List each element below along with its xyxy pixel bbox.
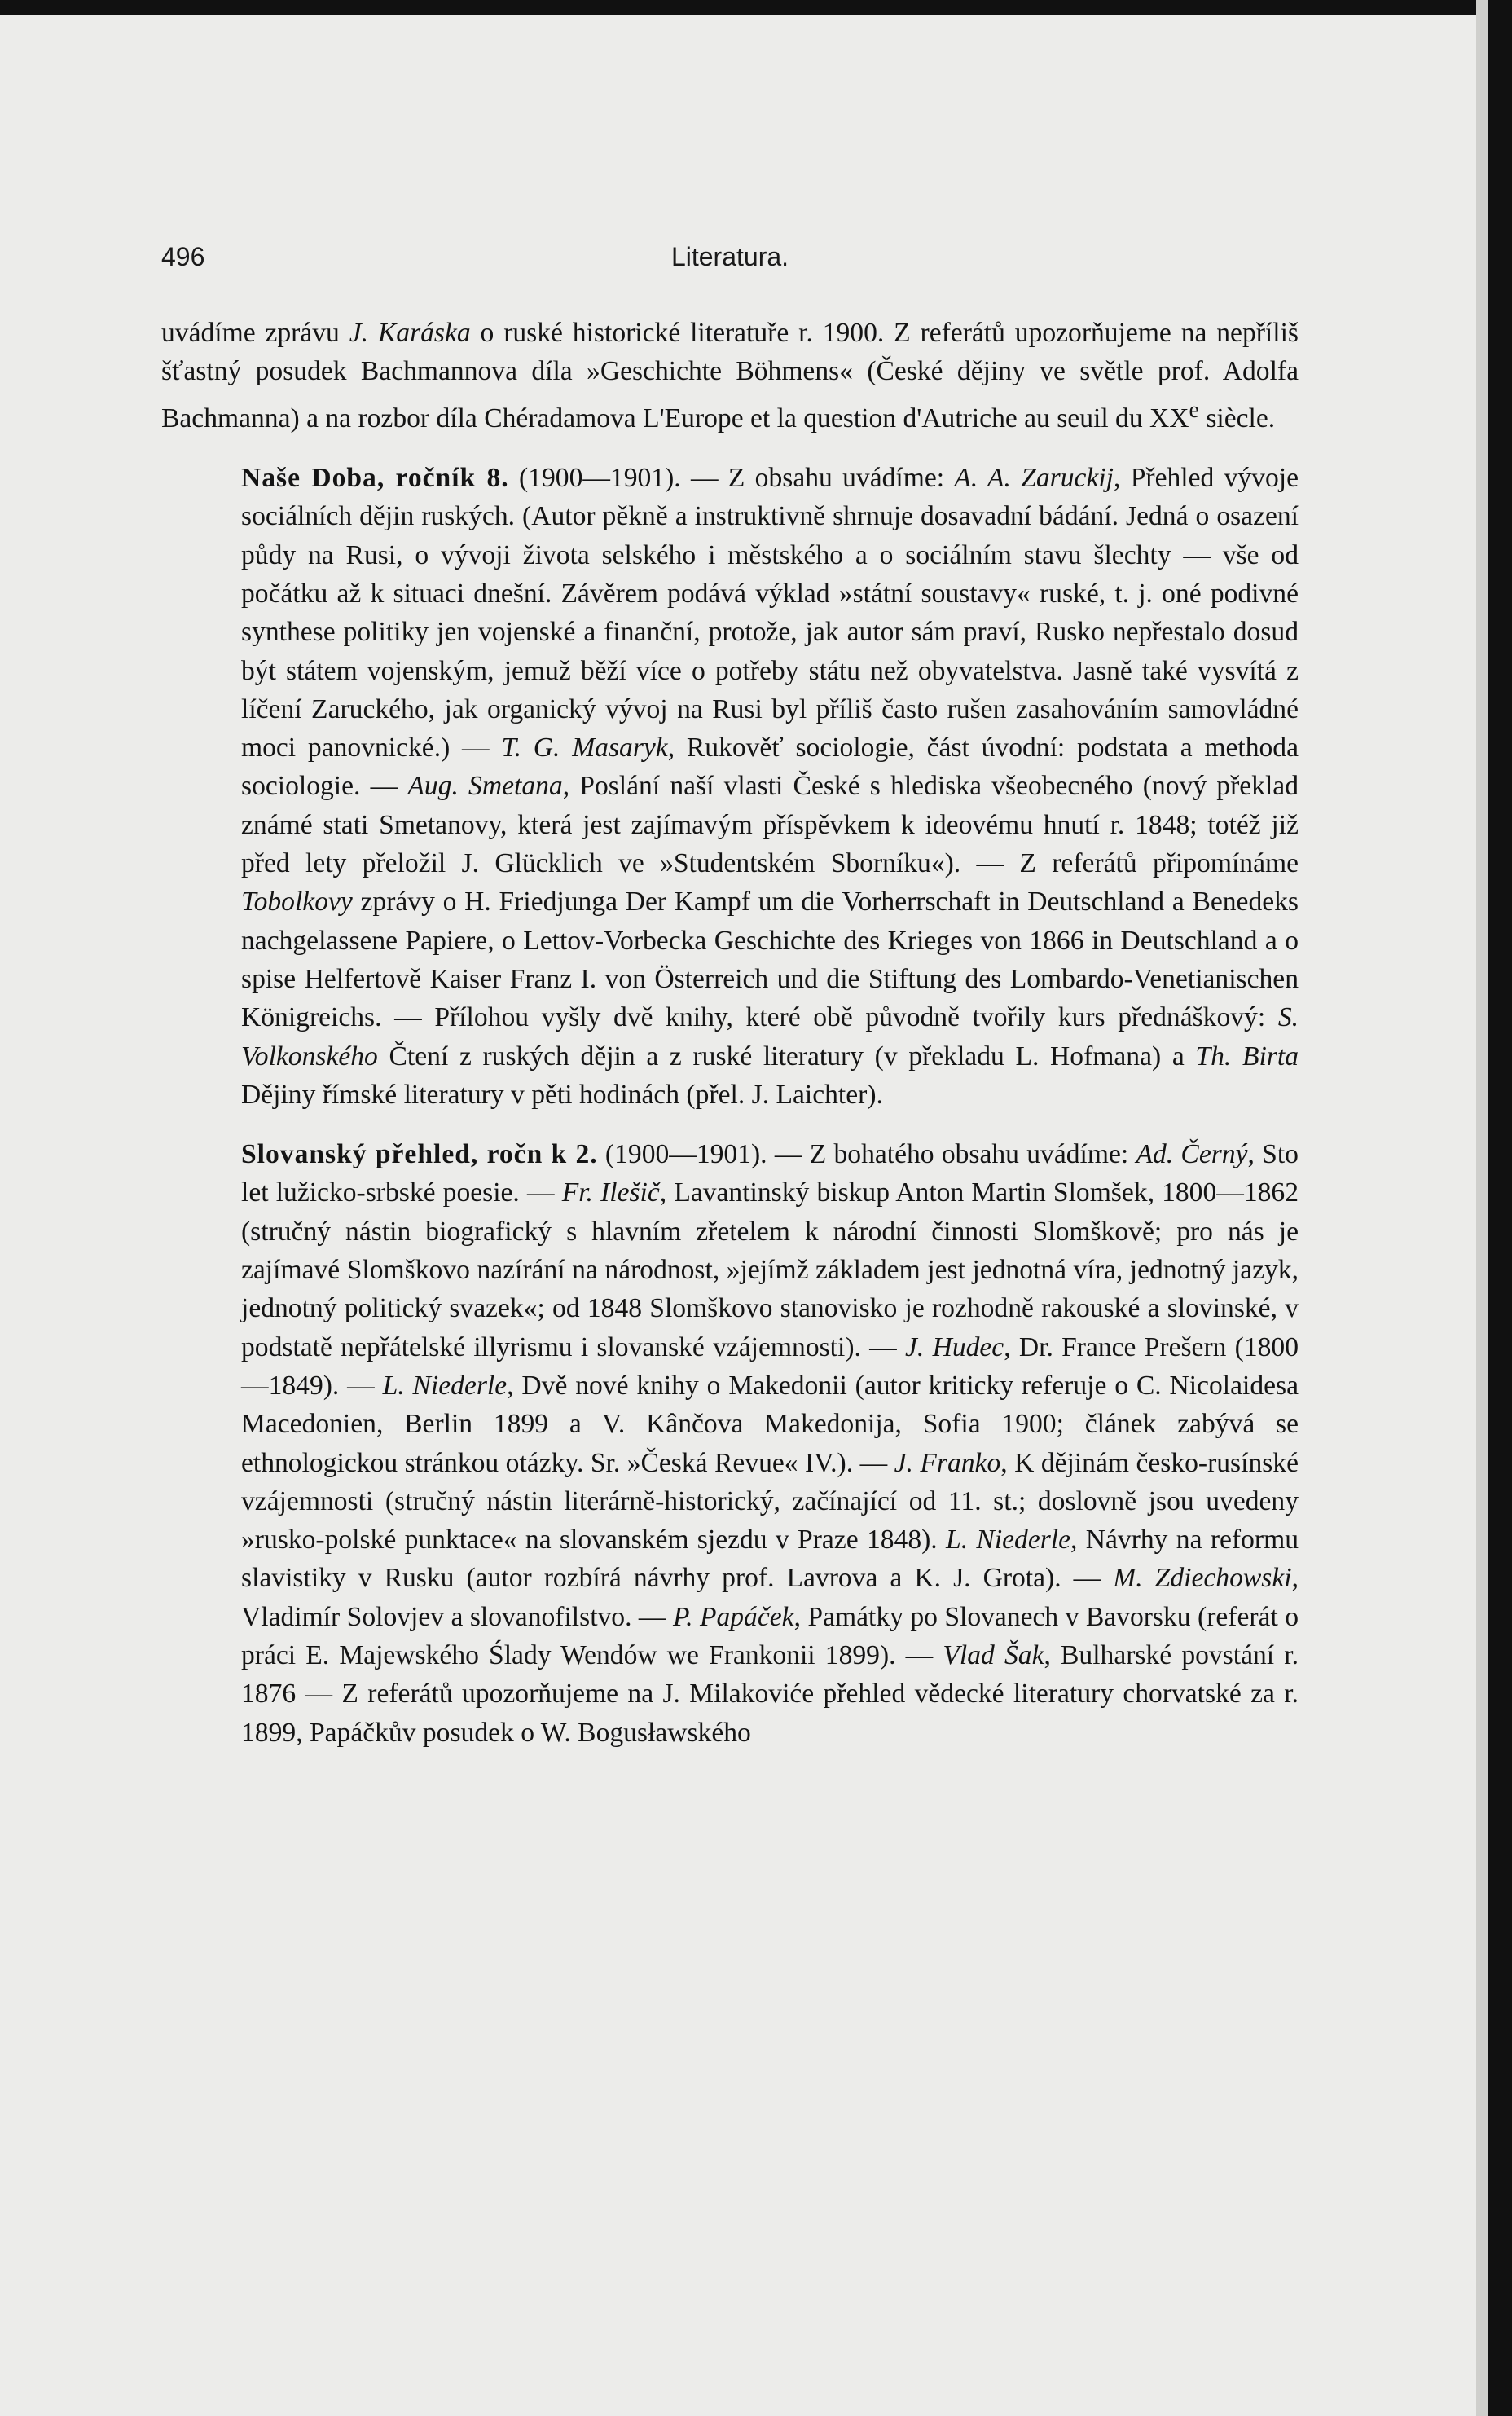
journal-volume: ročn k 2. (478, 1139, 598, 1170)
author-name: M. Zdiechowski (1113, 1563, 1292, 1594)
author-name: J. Karáska (349, 318, 471, 348)
running-title: Literatura. (670, 242, 789, 271)
paragraph-karasek: uvádíme zprávu J. Karáska o ruské historické literatuře r. 1900. Z referátů upozorňujeme na nepříliš šťastný posudek Bachmannova díla »Geschichte Böhmens« (České dějiny ve světle prof. Adolfa Bachmanna) a na rozbor díla Chéradamova L'Europe et la question d'Autriche au seuil du XXe siècle. (161, 318, 1299, 433)
page-content (161, 236, 1299, 1752)
author-name: Th. Birta (1195, 1041, 1299, 1072)
paragraph-nase-doba: Naše Doba, ročník 8. (1900—1901). — Z obsahu uvádíme: A. A. Zaruckij, Přehled vývoje sociálních dějin ruských. (Autor pěkně a instruktivně shrnuje dosavadní bádání. Jedná o osazení půdy na Rusi, o vývoji života selského i městského a o sociálním stavu šlechty — vše od počátku až k situaci dnešní. Závěrem podává výklad »státní soustavy« ruské, t. j. oné podivné synthese politiky jen vojenské a finanční, protože, jak autor sám praví, Rusko nepřestalo dosud být státem vojenským, jemuž běží více o potřeby státu než obyvatelstva. Jasně také vysvítá z líčení Zaruckého, jak organický vývoj na Rusi byl příliš často rušen zasahováním samovládné moci panovnické.) — T. G. Masaryk, Rukověť sociologie, část úvodní: podstata a methoda sociologie. — Aug. Smetana, Poslání naší vlasti České s hlediska všeobecného (nový překlad známé stati Smetanovy, která jest zajímavým příspěvkem k ideovému hnutí r. 1848; totéž již před lety přeložil J. Glücklich ve »Studentském Sborníku«). — Z referátů připomínáme Tobolkovy zprávy o H. Friedjunga Der Kampf um die Vorherrschaft in Deutschland a Benedeks nachgelassene Papiere, o Lettov-Vorbecka Geschichte des Krieges von 1866 in Deutschland a o spise Helfertově Kaiser Franz I. von Österreich und die Stiftung des Lombardo-Venetianischen Königreichs. — Přílohou vyšly dvě knihy, které obě původně tvořily kurs přednáškový: S. Volkonského Čtení z ruských dějin a z ruské literatury (v překladu L. Hofmana) a Th. Birta Dějiny římské literatury v pěti hodinách (přel. J. Laichter). (241, 463, 1299, 1110)
running-header (161, 236, 1299, 277)
author-name: Tobolkovy (241, 887, 353, 918)
scan-border-right (1488, 0, 1512, 2416)
page-number: 496 (161, 242, 205, 271)
journal-title: Naše Doba, ročník 8. (241, 463, 509, 494)
author-name: J. Franko (894, 1447, 1001, 1478)
author-name: P. Papáček (672, 1601, 794, 1632)
author-name: Ad. Černý (1136, 1139, 1248, 1170)
author-name: Aug. Smetana (407, 771, 563, 802)
paragraph-slovansky-prehled: Slovanský přehled, ročn k 2. (1900—1901). — Z bohatého obsahu uvádíme: Ad. Černý, Sto let lužicko-srbské poesie. — Fr. Ilešič, Lavantinský biskup Anton Martin Slomšek, 1800—1862 (stručný nástin biografický s hlavním zřetelem k národní činnosti Slomškově; pro nás je zajímavé Slomškovo nazírání na národnost, »jejímž základem jest jednotná víra, jednotný jazyk, jednotný politický svazek«; od 1848 Slomškovo stanovisko je rozhodně rakouské a slovinské, v podstatě nepřátelské illyrismu i slovanské vzájemnosti). — J. Hudec, Dr. France Prešern (1800—1849). — L. Niederle, Dvě nové knihy o Makedonii (autor kriticky referuje o C. Nicolaidesa Macedonien, Berlin 1899 a V. Kânčova Makedonija, Sofia 1900; článek zabývá se ethnologickou stránkou otázky. Sr. »Česká Revue« IV.). — J. Franko, K dějinám česko-rusínské vzájemnosti (stručný nástin literárně-historický, začínající od 11. st.; doslovně jsou uvedeny »rusko-polské punktace« na slovanském sjezdu v Praze 1848). L. Niederle, Návrhy na reformu slavistiky v Rusku (autor rozbírá návrhy prof. Lavrova a K. J. Grota). — M. Zdiechowski, Vladimír Solovjev a slovanofilstvo. — P. Papáček, Památky po Slovanech v Bavorsku (referát o práci E. Majewského Ślady Wendów we Frankonii 1899). — Vlad Šak, Bulharské povstání r. 1876 — Z referátů upozorňujeme na J. Milakoviće přehled vědecké literatury chorvatské za r. 1899, Papáčkův posudek o W. Bogusławského (241, 1139, 1299, 1748)
author-name: T. G. Masaryk (501, 733, 668, 764)
author-name: Vlad Šak (943, 1639, 1044, 1670)
scan-border-top (0, 0, 1512, 15)
author-name: J. Hudec (905, 1331, 1004, 1362)
author-name: L. Niederle (382, 1370, 508, 1401)
author-name: A. A. Zaruckij (954, 463, 1114, 494)
author-name: L. Niederle (946, 1525, 1071, 1556)
journal-title: Slovanský přehled, (241, 1139, 479, 1170)
author-name: Fr. Ilešič (561, 1177, 660, 1208)
page-edge-shadow (1476, 0, 1488, 2416)
author-name: S. Volkonského (241, 1002, 1299, 1072)
